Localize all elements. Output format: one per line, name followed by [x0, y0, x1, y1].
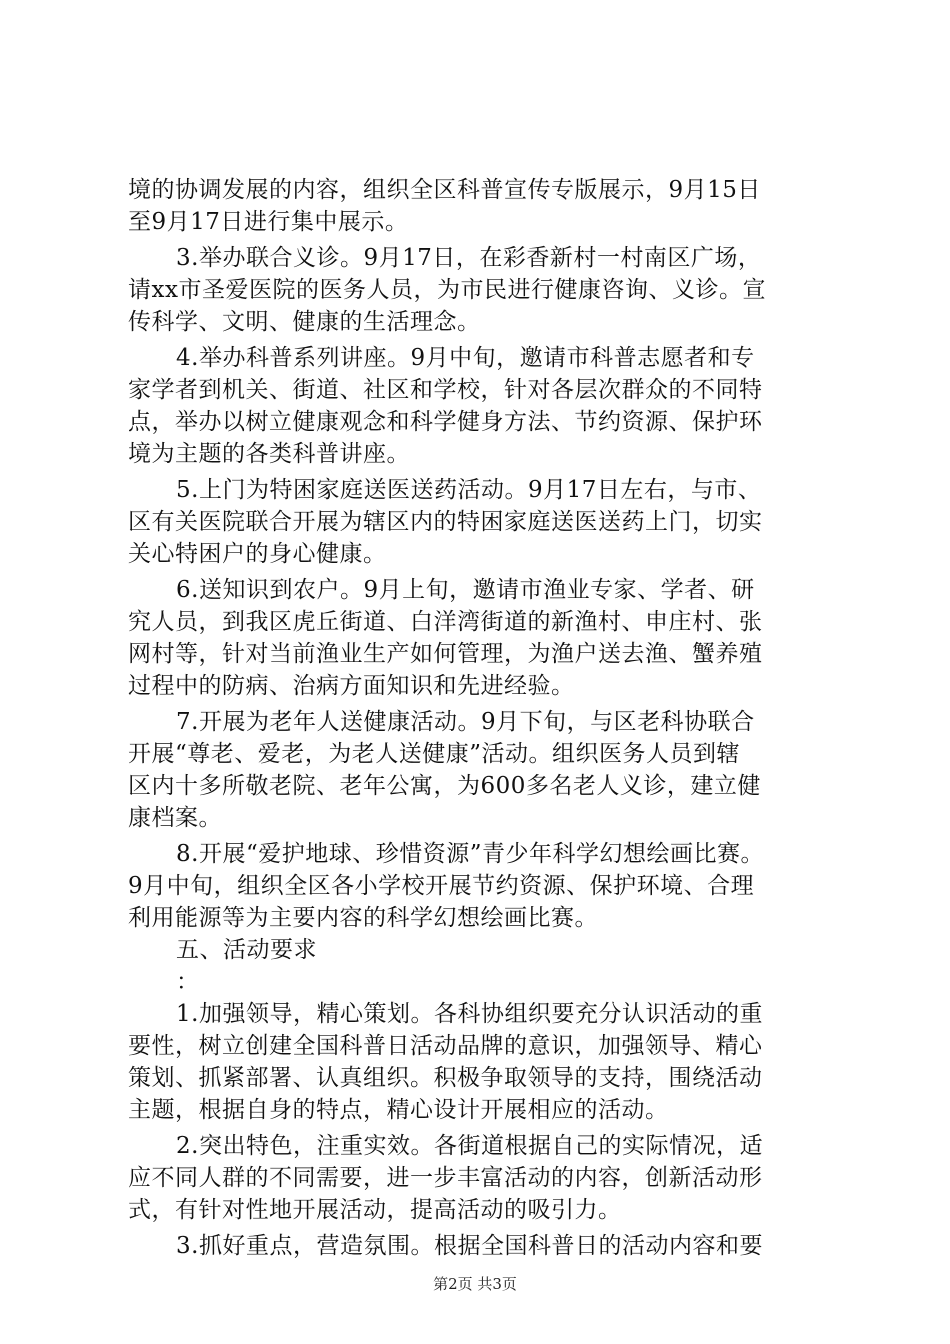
text-line: 家学者到机关、街道、社区和学校，针对各层次群众的不同特	[128, 377, 763, 403]
paragraph-start-line: 1.加强领导，精心策划。各科协组织要充分认识活动的重	[176, 1001, 763, 1027]
text-line: 网村等，针对当前渔业生产如何管理，为渔户送去渔、蟹养殖	[128, 641, 763, 667]
text-line: 主题，根据自身的特点，精心设计开展相应的活动。	[128, 1097, 669, 1123]
text-line: 传科学、文明、健康的生活理念。	[128, 309, 481, 335]
text-line: 请xx市圣爱医院的医务人员，为市民进行健康咨询、义诊。宣	[128, 277, 766, 303]
paragraph-start-line: 6.送知识到农户。9月上旬，邀请市渔业专家、学者、研	[176, 577, 755, 603]
text-line: 开展“尊老、爱老，为老人送健康”活动。组织医务人员到辖	[128, 741, 741, 767]
text-line: 关心特困户的身心健康。	[128, 541, 387, 567]
paragraph-start-line: 2.突出特色，注重实效。各街道根据自己的实际情况，适	[176, 1133, 763, 1159]
section-heading: 五、活动要求	[176, 937, 317, 963]
heading-colon: ：	[176, 969, 200, 995]
text-line: 过程中的防病、治病方面知识和先进经验。	[128, 673, 575, 699]
paragraph-start-line: 3.举办联合义诊。9月17日，在彩香新村一村南区广场，	[176, 245, 762, 271]
paragraph-start-line: 7.开展为老年人送健康活动。9月下旬，与区老科协联合	[176, 709, 755, 735]
paragraph-start-line: 8.开展“爱护地球、珍惜资源”青少年科学幻想绘画比赛。	[176, 841, 764, 867]
text-line: 究人员，到我区虎丘街道、白洋湾街道的新渔村、申庄村、张	[128, 609, 763, 635]
document-body	[128, 174, 840, 1262]
text-line: 利用能源等为主要内容的科学幻想绘画比赛。	[128, 905, 598, 931]
text-line: 境为主题的各类科普讲座。	[128, 441, 410, 467]
text-line: 式，有针对性地开展活动，提高活动的吸引力。	[128, 1197, 622, 1223]
paragraph-start-line: 3.抓好重点，营造氛围。根据全国科普日的活动内容和要	[176, 1233, 763, 1259]
paragraph-start-line: 5.上门为特困家庭送医送药活动。9月17日左右，与市、	[176, 477, 762, 503]
text-line: 至9月17日进行集中展示。	[128, 209, 409, 235]
text-line: 康档案。	[128, 805, 222, 831]
text-line: 策划、抓紧部署、认真组织。积极争取领导的支持，围绕活动	[128, 1065, 763, 1091]
page-number-footer: 第2页 共3页	[433, 1275, 517, 1293]
text-line: 要性，树立创建全国科普日活动品牌的意识，加强领导、精心	[128, 1033, 763, 1059]
text-line: 应不同人群的不同需要，进一步丰富活动的内容，创新活动形	[128, 1165, 763, 1191]
paragraph-start-line: 4.举办科普系列讲座。9月中旬，邀请市科普志愿者和专	[176, 345, 755, 371]
text-line: 区内十多所敬老院、老年公寓，为600多名老人义诊，建立健	[128, 773, 761, 799]
text-line: 区有关医院联合开展为辖区内的特困家庭送医送药上门，切实	[128, 509, 763, 535]
text-line: 境的协调发展的内容，组织全区科普宣传专版展示，9月15日	[128, 177, 761, 203]
text-line: 9月中旬，组织全区各小学校开展节约资源、保护环境、合理	[128, 873, 755, 899]
text-line: 点，举办以树立健康观念和科学健身方法、节约资源、保护环	[128, 409, 763, 435]
